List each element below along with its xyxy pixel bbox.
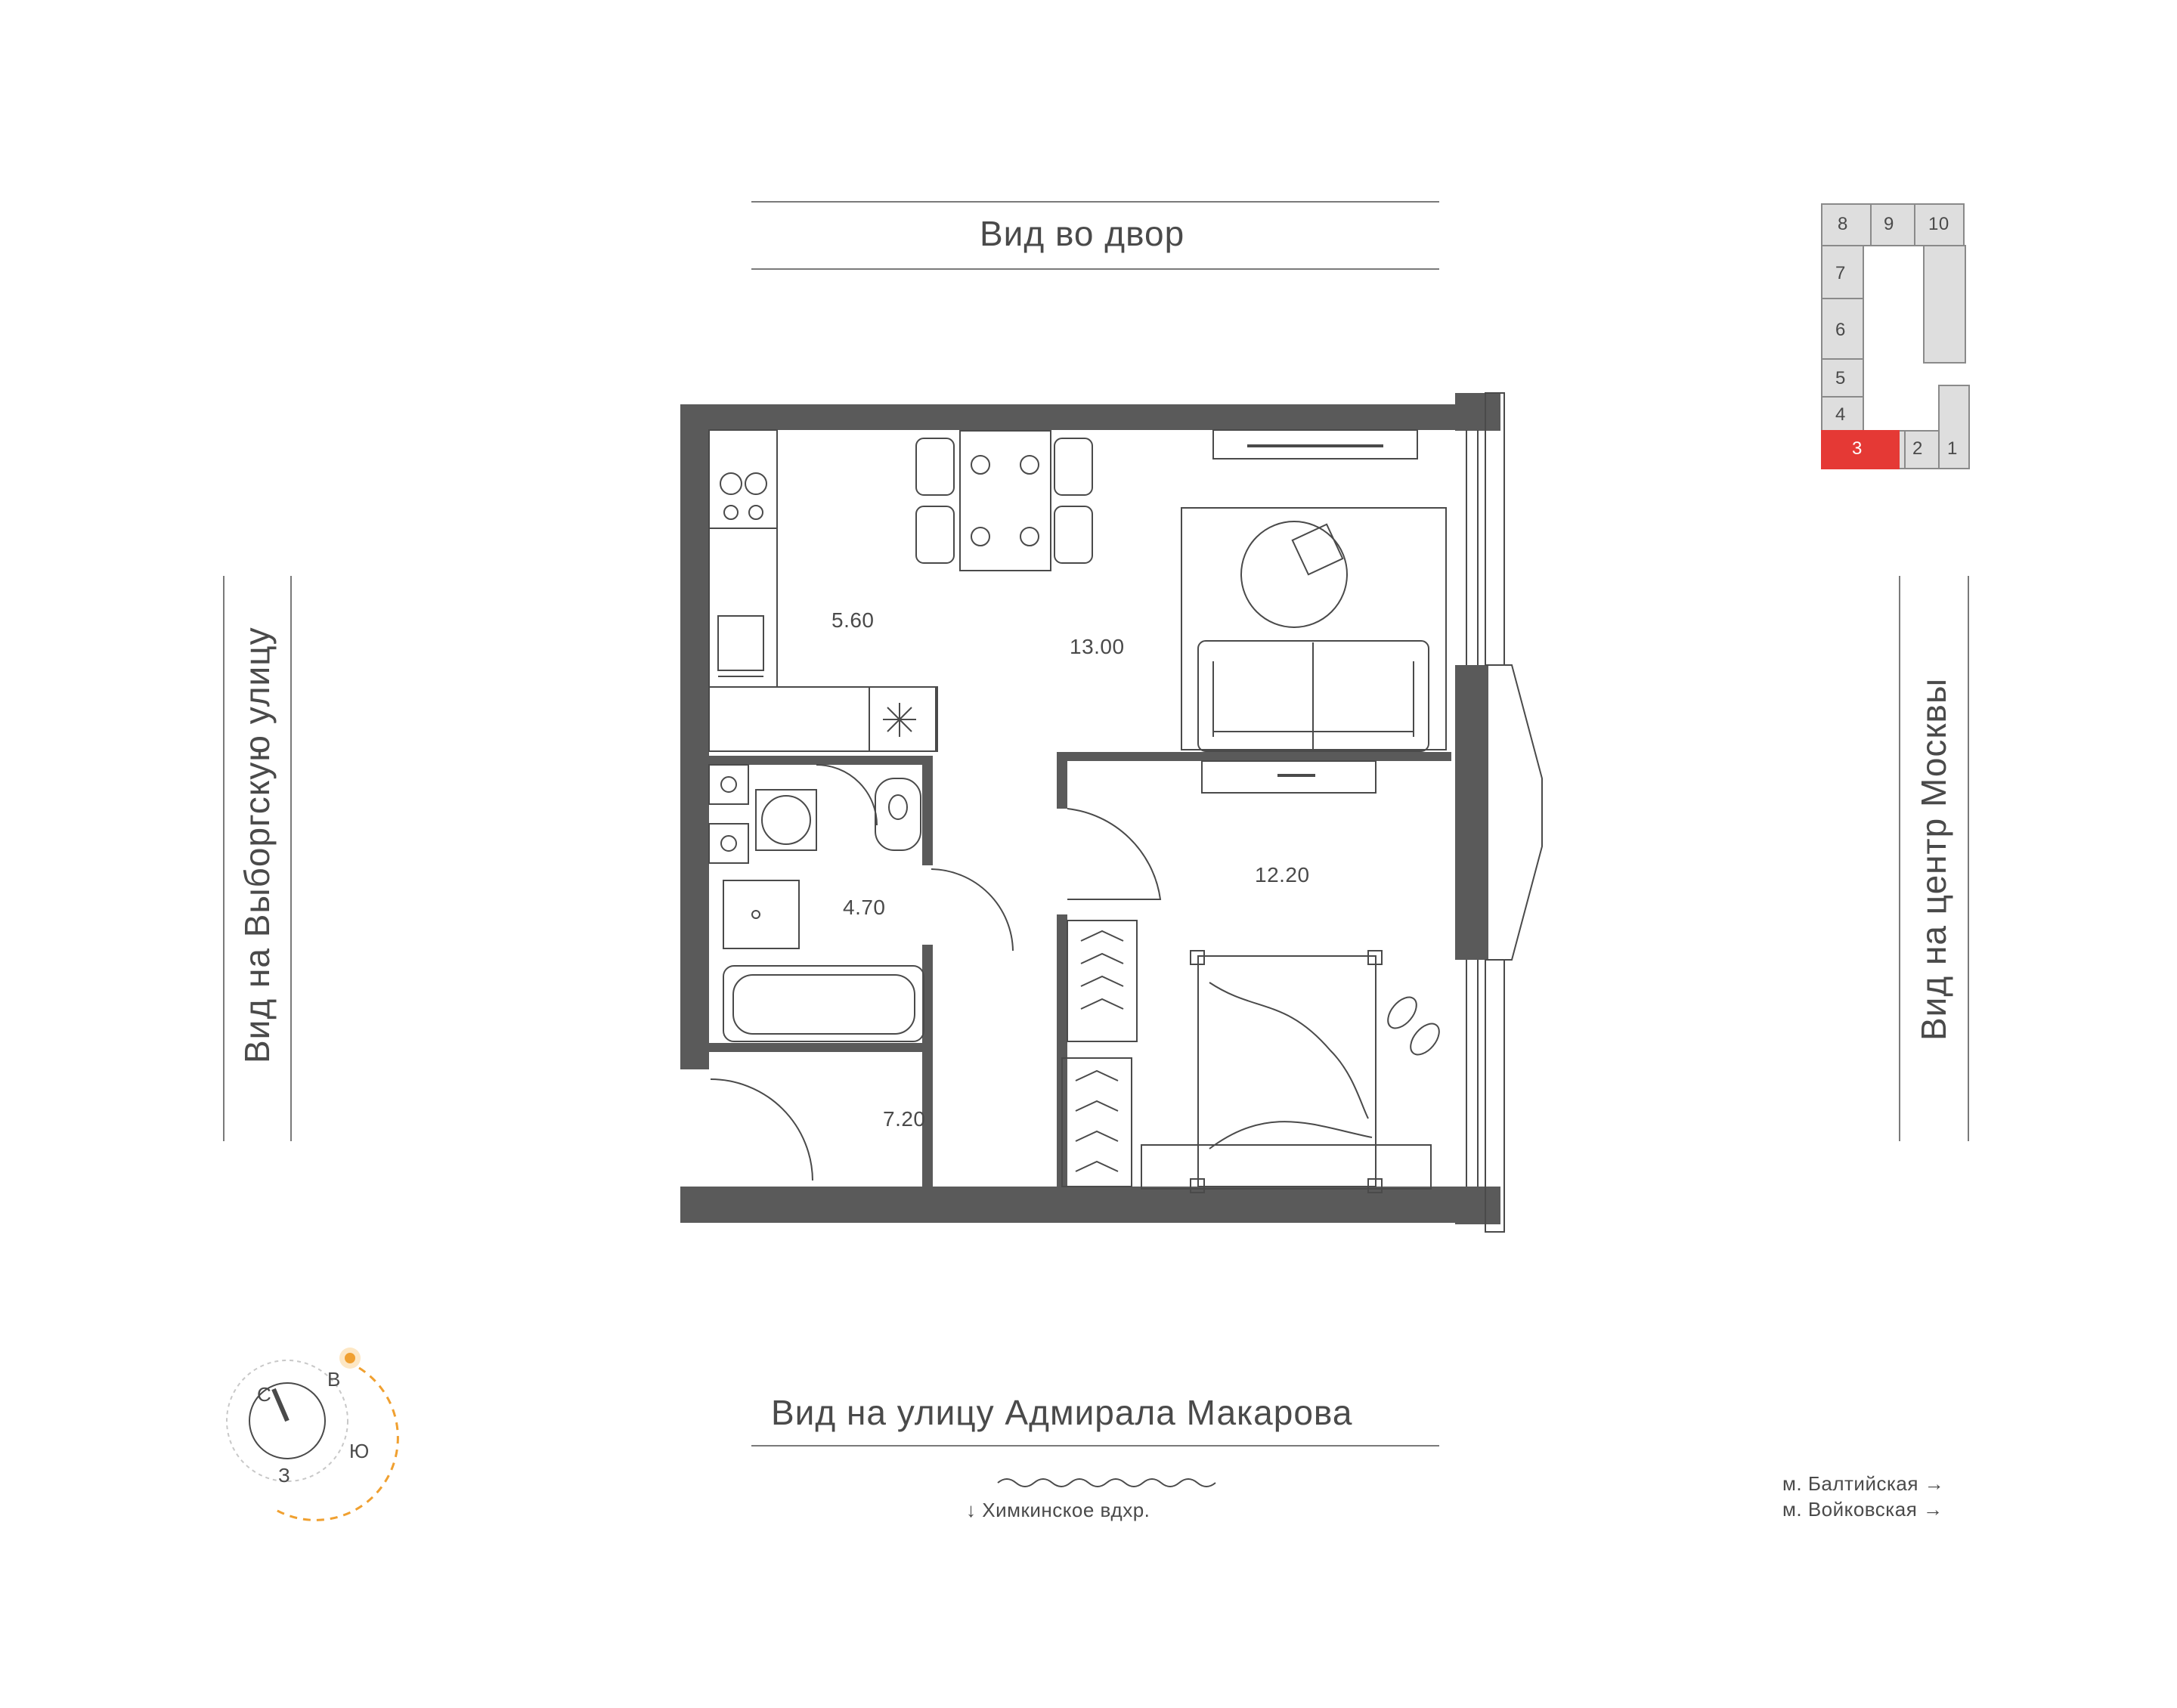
compass-west: З — [278, 1464, 291, 1487]
section-4: 4 — [1835, 404, 1846, 425]
bedroom-area: 12.20 — [1255, 863, 1310, 886]
section-3-selected: 3 — [1852, 438, 1863, 459]
view-courtyard-label: Вид во двор — [980, 214, 1185, 253]
section-9: 9 — [1884, 214, 1894, 234]
view-street-label: Вид на улицу Адмирала Макарова — [771, 1393, 1353, 1432]
section-10: 10 — [1928, 214, 1949, 234]
section-5: 5 — [1835, 368, 1846, 388]
metro-voykovskaya: м. Войковская → — [1782, 1498, 1943, 1521]
section-8: 8 — [1838, 214, 1848, 234]
kitchen-area: 5.60 — [831, 608, 875, 632]
compass-east: В — [327, 1368, 341, 1391]
metro-baltiyskaya: м. Балтийская → — [1782, 1472, 1945, 1495]
section-1: 1 — [1947, 438, 1958, 459]
view-vyborgskaya-label: Вид на Выборгскую улицу — [237, 627, 277, 1063]
reservoir-label: ↓ Химкинское вдхр. — [966, 1499, 1150, 1521]
bathroom-area: 4.70 — [843, 896, 886, 919]
compass-north: С — [257, 1383, 272, 1406]
view-moscow-center-label: Вид на центр Москвы — [1914, 677, 1953, 1041]
section-7: 7 — [1835, 263, 1846, 283]
section-6: 6 — [1835, 320, 1846, 340]
living-area: 13.00 — [1070, 635, 1125, 658]
hall-area: 7.20 — [883, 1107, 926, 1131]
section-2: 2 — [1912, 438, 1923, 459]
compass-south: Ю — [349, 1440, 370, 1462]
